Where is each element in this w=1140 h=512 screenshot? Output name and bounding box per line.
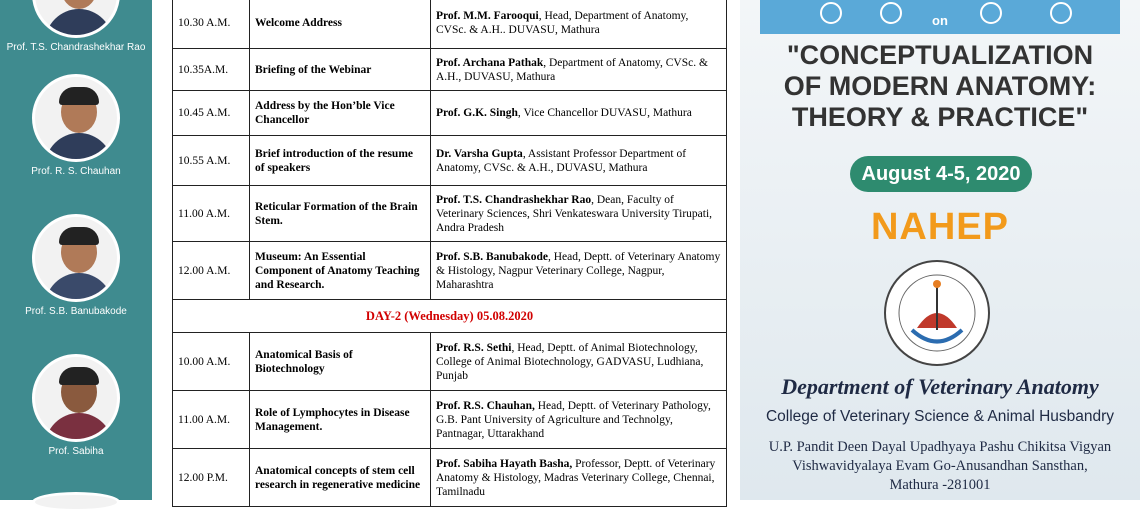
time-cell: 10.55 A.M. [173,136,250,186]
day-heading-row [173,300,727,333]
table-row [173,391,727,449]
table-row [173,449,727,507]
speaker-detail: , Department of Anatomy, CVSc. & A.H., DUVASU, Mathura [436,56,708,83]
speaker-cell [431,49,727,91]
speaker-card [0,74,152,177]
speaker-detail: , Head, Deptt. of Veterinary Anatomy & Histology, Nagpur Veterinary College, Nagpur, Maharashtra [436,250,721,291]
topic-cell: Role of Lymphocytes in Disease Management. [250,391,431,449]
speaker-detail: Professor, Deptt. of Veterinary Anatomy & Histology, Madras Veterinary College, Chennai, Tamilnadu [436,457,716,498]
title-line: THEORY & PRACTICE" [791,102,1089,132]
university-address [740,438,1140,495]
table-row [173,333,727,391]
topic-cell: Address by the Hon’ble Vice Chancellor [250,91,431,136]
speaker-card [0,214,152,317]
speaker-cell [431,449,727,507]
speaker-name: Prof. T.S. Chandrashekhar Rao [436,193,592,206]
time-cell: 11.00 A.M. [173,186,250,242]
user-icon [980,2,1002,24]
schedule-table [172,0,727,507]
topic-cell: Reticular Formation of the Brain Stem. [250,186,431,242]
speaker-name: Prof. Sabiha [48,446,104,457]
speaker-cell [431,391,727,449]
speaker-name: Prof. G.K. Singh [436,107,518,119]
table-row [173,49,727,91]
day-heading: DAY-2 (Wednesday) 05.08.2020 [173,300,727,333]
table-row [173,91,727,136]
speaker-sidebar [0,0,152,500]
speaker-detail: , Assistant Professor Department of Anatomy, CVSc. & A.H., DUVASU, Mathura [436,147,687,174]
speaker-cell [431,333,727,391]
address-line: Mathura -281001 [889,477,991,493]
webinar-title [740,40,1140,133]
topic-cell: Anatomical Basis of Biotechnology [250,333,431,391]
speaker-card [0,492,152,512]
speaker-photo [32,0,120,38]
user-icon [1050,2,1072,24]
department-name: Department of Veterinary Anatomy [781,374,1099,399]
program-schedule [152,0,740,500]
speaker-cell [431,91,727,136]
speaker-cell [431,242,727,300]
topic-cell: Anatomical concepts of stem cell research in regenerative medicine [250,449,431,507]
user-icon [820,2,842,24]
speaker-card [0,354,152,457]
topic-cell: Museum: An Essential Component of Anatomy Teaching and Research. [250,242,431,300]
speaker-cell [431,186,727,242]
speaker-name: Prof. S.B. Banubakode [25,306,127,317]
time-cell: 10.45 A.M. [173,91,250,136]
table-row [173,136,727,186]
on-label: on [932,13,948,28]
speaker-name: Prof. R.S. Chauhan, [436,399,535,412]
address-line: Vishwavidyalaya Evam Go-Anusandhan Sansthan, [792,458,1088,474]
speaker-detail: , Head, Deptt. of Animal Biotechnology, College of Animal Biotechnology, GADVASU, Ludhiana, Punjab [436,341,704,382]
topic-cell: Briefing of the Webinar [250,49,431,91]
user-icon [880,2,902,24]
webinar-banner [740,0,1140,500]
nahep-logo: NAHEP [870,206,1010,248]
speaker-name: Prof. S.B. Banubakode [436,250,548,263]
address-line: U.P. Pandit Deen Dayal Upadhyaya Pashu Chikitsa Vigyan [768,439,1112,455]
speaker-name: Prof. T.S. Chandrashekhar Rao [6,42,146,53]
time-cell: 10.35A.M. [173,49,250,91]
time-cell: 12.00 A.M. [173,242,250,300]
college-name: College of Veterinary Science & Animal Husbandry [765,408,1115,425]
speaker-name: Prof. M.M. Farooqui [436,9,539,22]
speaker-photo [32,354,120,442]
topic-cell: Brief introduction of the resume of speakers [250,136,431,186]
speaker-cell [431,0,727,49]
speaker-detail: , Vice Chancellor DUVASU, Mathura [517,107,692,119]
speaker-detail: , Dean, Faculty of Veterinary Sciences, Shri Venkateswara University Tirupati, Andra Pradesh [436,193,713,234]
speaker-name: Prof. R.S. Sethi [436,341,512,354]
time-cell: 10.00 A.M. [173,333,250,391]
speaker-name: Prof. Archana Pathak [436,56,544,69]
speaker-detail: , Head, Department of Anatomy, CVSc. & A.H.. DUVASU, Mathura [436,9,689,36]
title-line: "CONCEPTUALIZATION [786,40,1094,70]
speaker-photo [32,214,120,302]
time-cell: 10.30 A.M. [173,0,250,49]
speaker-photo [32,492,120,512]
speaker-detail: Head, Deptt. of Veterinary Pathology, G.B. Pant University of Agriculture and Technolgy, Pantnagar, Uttarakhand [436,399,711,440]
table-row [173,242,727,300]
title-line: OF MODERN ANATOMY: [783,71,1097,101]
speaker-photo [32,74,120,162]
university-seal-icon [882,258,992,368]
date-badge: August 4-5, 2020 [850,156,1032,192]
speaker-name: Prof. Sabiha Hayath Basha, [436,457,573,470]
speaker-name: Dr. Varsha Gupta [436,147,523,160]
topic-cell: Welcome Address [250,0,431,49]
table-row [173,186,727,242]
time-cell: 12.00 P.M. [173,449,250,507]
speaker-card [0,0,152,53]
table-row [173,0,727,49]
time-cell: 11.00 A.M. [173,391,250,449]
speaker-cell [431,136,727,186]
speaker-name: Prof. R. S. Chauhan [31,166,121,177]
